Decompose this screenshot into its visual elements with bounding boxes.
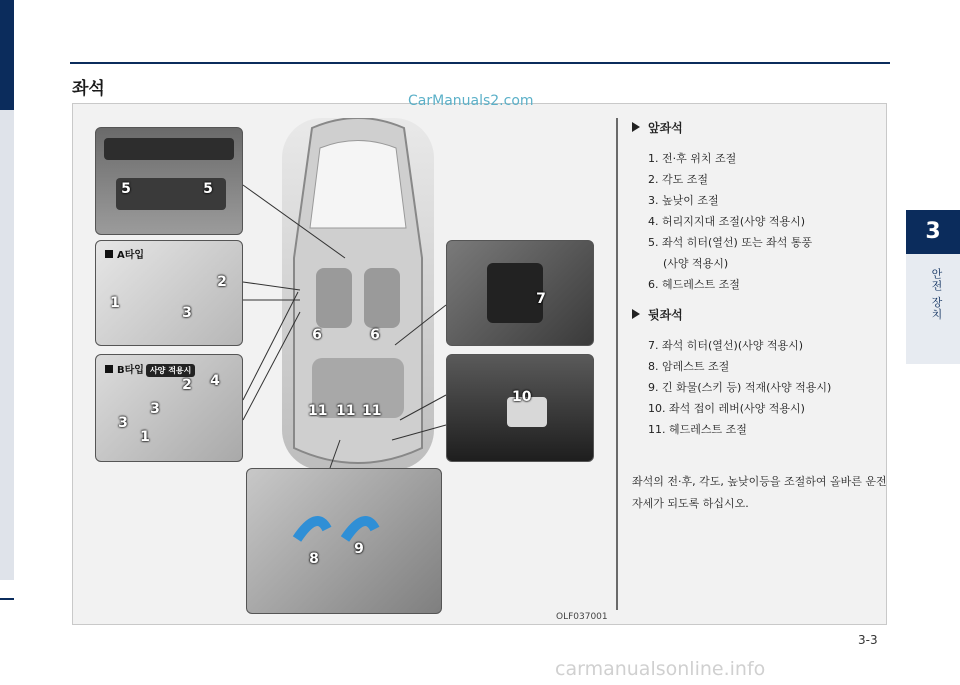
- chapter-label: 안전 장치: [930, 268, 943, 321]
- callout-5-right: 5: [203, 181, 213, 197]
- callout-4-b: 4: [210, 373, 220, 389]
- callout-7: 7: [536, 291, 546, 307]
- list-item: 2. 각도 조절: [648, 173, 708, 186]
- list-item: 4. 허리지지대 조절(사양 적용시): [648, 215, 806, 228]
- list-item: 3. 높낮이 조절: [648, 194, 719, 207]
- rear-seat-heading: 뒷좌석: [632, 306, 831, 323]
- list-item: 6. 헤드레스트 조절: [648, 278, 740, 291]
- callout-1-a: 1: [110, 295, 120, 311]
- chapter-tab: 3: [906, 210, 960, 254]
- callout-6-left: 6: [312, 327, 322, 343]
- callout-10: 10: [512, 389, 532, 405]
- page-title: 좌석: [72, 79, 105, 99]
- callout-3-a: 3: [182, 305, 192, 321]
- callout-5-left: 5: [121, 181, 131, 197]
- list-item: 11. 헤드레스트 조절: [648, 423, 747, 436]
- figure-code: OLF037001: [556, 612, 608, 622]
- list-item: 7. 좌석 히터(열선)(사양 적용시): [648, 339, 804, 352]
- list-item: 1. 전·후 위치 조절: [648, 152, 737, 165]
- rear-seat-list: [632, 306, 831, 440]
- option-badge: 사양 적용시: [146, 364, 195, 377]
- callout-11-left: 11: [308, 403, 328, 419]
- callout-3-b2: 3: [118, 415, 128, 431]
- panel-divider: [616, 118, 618, 610]
- type-b-tag: B타입 사양 적용시: [105, 361, 195, 377]
- callout-11-mid: 11: [336, 403, 356, 419]
- list-item: 8. 암레스트 조절: [648, 360, 730, 373]
- page-number: 3-3: [858, 633, 878, 647]
- callout-2-b: 2: [182, 377, 192, 393]
- callout-11-right: 11: [362, 403, 382, 419]
- callout-1-b: 1: [140, 429, 150, 445]
- callout-8: 8: [309, 551, 319, 567]
- triangle-icon: [632, 309, 640, 319]
- type-a-tag: A타입: [105, 246, 144, 261]
- callout-6-right: 6: [370, 327, 380, 343]
- footer-watermark: carmanualsonline.info: [555, 658, 766, 680]
- driving-posture-note: 좌석의 전·후, 각도, 높낮이등을 조절하여 올바른 운전 자세가 되도록 하십시오.: [632, 475, 887, 510]
- watermark: CarManuals2.com: [408, 93, 534, 109]
- callout-2-a: 2: [217, 274, 227, 290]
- callout-9: 9: [354, 541, 364, 557]
- list-item: 9. 긴 화물(스키 등) 적재(사양 적용시): [648, 381, 832, 394]
- list-item: 10. 좌석 접이 레버(사양 적용시): [648, 402, 805, 415]
- callout-3-b1: 3: [150, 401, 160, 417]
- front-seat-list: [632, 119, 812, 295]
- list-item-continuation: (사양 적용시): [663, 257, 729, 270]
- list-item: 5. 좌석 히터(열선) 또는 좌석 통풍: [648, 236, 813, 249]
- front-seat-heading: 앞좌석: [632, 119, 812, 136]
- triangle-icon: [632, 122, 640, 132]
